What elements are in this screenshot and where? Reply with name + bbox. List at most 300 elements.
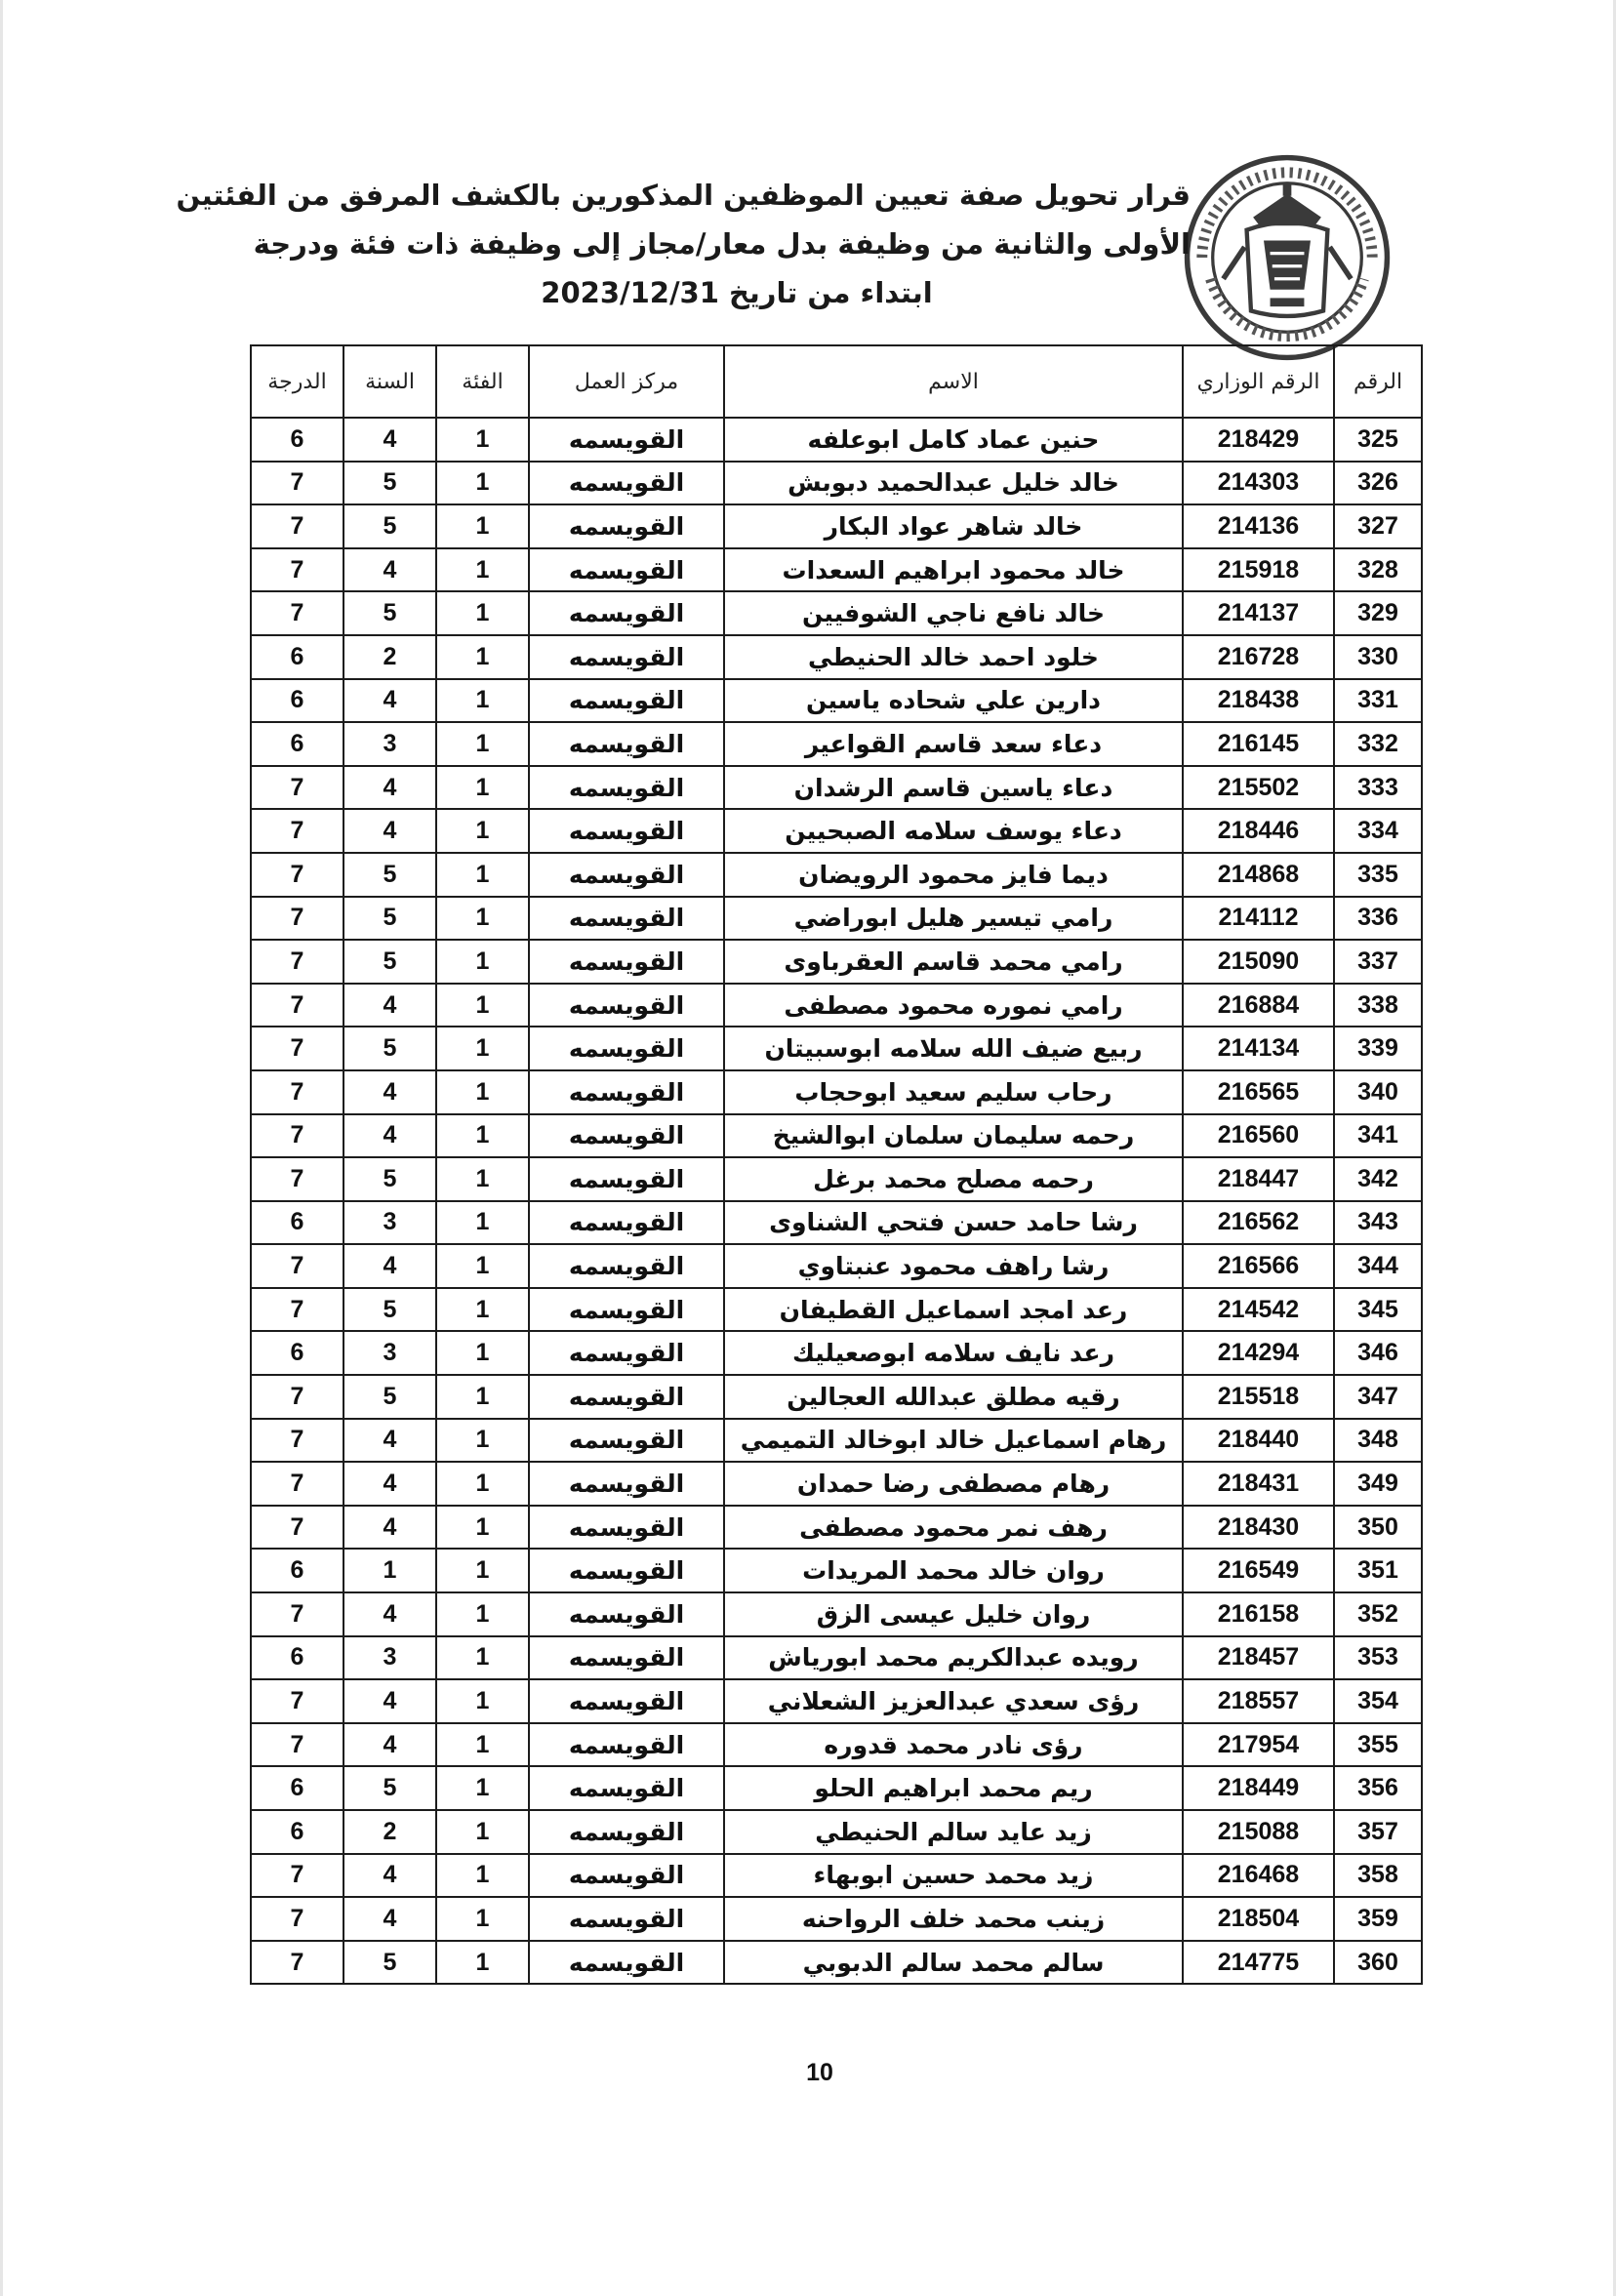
row-number-cell: 325	[1334, 418, 1422, 462]
employee-name-cell: سالم محمد سالم الدبوبي	[724, 1941, 1183, 1985]
year-cell: 5	[343, 1375, 436, 1419]
grade-cell: 6	[251, 722, 343, 766]
table-row	[251, 809, 1422, 853]
ministry-id-cell: 216549	[1183, 1549, 1334, 1592]
year-cell: 5	[343, 1941, 436, 1985]
employee-name-cell: ريم محمد ابراهيم الحلو	[724, 1766, 1183, 1810]
scan-edge-left	[0, 0, 3, 2296]
table-row	[251, 1375, 1422, 1419]
ministry-id-cell: 214134	[1183, 1027, 1334, 1070]
category-cell: 1	[436, 897, 529, 941]
year-cell: 5	[343, 940, 436, 984]
row-number-cell: 337	[1334, 940, 1422, 984]
grade-cell: 7	[251, 1941, 343, 1985]
ministry-id-cell: 218557	[1183, 1679, 1334, 1723]
work-center-cell: القويسمه	[529, 940, 724, 984]
category-cell: 1	[436, 809, 529, 853]
row-number-cell: 359	[1334, 1897, 1422, 1941]
ministry-id-cell: 215090	[1183, 940, 1334, 984]
category-cell: 1	[436, 1941, 529, 1985]
year-cell: 2	[343, 635, 436, 679]
year-cell: 5	[343, 1288, 436, 1332]
work-center-cell: القويسمه	[529, 1679, 724, 1723]
column-header-year: السنة	[343, 345, 436, 418]
table-header-row	[251, 345, 1422, 418]
year-cell: 4	[343, 1506, 436, 1550]
employee-name-cell: رحمه سليمان سلمان ابوالشيخ	[724, 1114, 1183, 1158]
year-cell: 5	[343, 897, 436, 941]
category-cell: 1	[436, 548, 529, 592]
category-cell: 1	[436, 766, 529, 810]
ministry-id-cell: 214542	[1183, 1288, 1334, 1332]
grade-cell: 6	[251, 1549, 343, 1592]
page-number: 10	[806, 2059, 833, 2086]
employee-name-cell: خالد خليل عبدالحميد دبوبش	[724, 462, 1183, 505]
employee-name-cell: رقيه مطلق عبدالله العجالين	[724, 1375, 1183, 1419]
ministry-id-cell: 218449	[1183, 1766, 1334, 1810]
grade-cell: 7	[251, 1897, 343, 1941]
row-number-cell: 347	[1334, 1375, 1422, 1419]
row-number-cell: 348	[1334, 1419, 1422, 1463]
table-row	[251, 1810, 1422, 1854]
category-cell: 1	[436, 1419, 529, 1463]
ministry-id-cell: 215918	[1183, 548, 1334, 592]
ministry-id-cell: 218457	[1183, 1636, 1334, 1680]
row-number-cell: 346	[1334, 1331, 1422, 1375]
column-header-category: الفئة	[436, 345, 529, 418]
table-row	[251, 1897, 1422, 1941]
year-cell: 3	[343, 722, 436, 766]
year-cell: 2	[343, 1810, 436, 1854]
grade-cell: 7	[251, 897, 343, 941]
ministry-id-cell: 218504	[1183, 1897, 1334, 1941]
employee-table	[250, 344, 1423, 1985]
row-number-cell: 342	[1334, 1157, 1422, 1201]
work-center-cell: القويسمه	[529, 1810, 724, 1854]
ministry-id-cell: 217954	[1183, 1723, 1334, 1767]
table-row	[251, 1288, 1422, 1332]
category-cell: 1	[436, 940, 529, 984]
row-number-cell: 339	[1334, 1027, 1422, 1070]
work-center-cell: القويسمه	[529, 1897, 724, 1941]
work-center-cell: القويسمه	[529, 1027, 724, 1070]
table-row	[251, 504, 1422, 548]
row-number-cell: 352	[1334, 1592, 1422, 1636]
grade-cell: 7	[251, 940, 343, 984]
year-cell: 5	[343, 462, 436, 505]
grade-cell: 6	[251, 1766, 343, 1810]
table-row	[251, 1506, 1422, 1550]
work-center-cell: القويسمه	[529, 1723, 724, 1767]
column-header-grade: الدرجة	[251, 345, 343, 418]
work-center-cell: القويسمه	[529, 853, 724, 897]
work-center-cell: القويسمه	[529, 462, 724, 505]
employee-name-cell: دعاء سعد قاسم القواعير	[724, 722, 1183, 766]
work-center-cell: القويسمه	[529, 1592, 724, 1636]
category-cell: 1	[436, 1810, 529, 1854]
title-line-2: الأولى والثانية من وظيفة بدل معار/مجاز إلى وظيفة ذات فئة ودرجة	[253, 227, 1191, 261]
employee-name-cell: روان خليل عيسى الزق	[724, 1592, 1183, 1636]
ministry-id-cell: 214868	[1183, 853, 1334, 897]
table-row	[251, 1941, 1422, 1985]
year-cell: 4	[343, 1854, 436, 1898]
ministry-id-cell: 218431	[1183, 1462, 1334, 1506]
year-cell: 4	[343, 1419, 436, 1463]
grade-cell: 7	[251, 1114, 343, 1158]
work-center-cell: القويسمه	[529, 1506, 724, 1550]
year-cell: 5	[343, 853, 436, 897]
table-row	[251, 722, 1422, 766]
row-number-cell: 327	[1334, 504, 1422, 548]
employee-name-cell: دعاء ياسين قاسم الرشدان	[724, 766, 1183, 810]
grade-cell: 7	[251, 1723, 343, 1767]
work-center-cell: القويسمه	[529, 1636, 724, 1680]
work-center-cell: القويسمه	[529, 418, 724, 462]
title-line-3: ابتداء من تاريخ 2023/12/31	[541, 276, 933, 309]
employee-name-cell: خلود احمد خالد الحنيطي	[724, 635, 1183, 679]
ministry-id-cell: 218438	[1183, 679, 1334, 723]
employee-name-cell: رهف نمر محمود مصطفى	[724, 1506, 1183, 1550]
table-row	[251, 1592, 1422, 1636]
grade-cell: 6	[251, 635, 343, 679]
employee-name-cell: زينب محمد خلف الرواحنه	[724, 1897, 1183, 1941]
category-cell: 1	[436, 679, 529, 723]
work-center-cell: القويسمه	[529, 1157, 724, 1201]
ministry-id-cell: 216145	[1183, 722, 1334, 766]
employee-name-cell: رشا حامد حسن فتحي الشناوى	[724, 1201, 1183, 1245]
ministry-id-cell: 214775	[1183, 1941, 1334, 1985]
ministry-emblem-seal-icon	[1181, 151, 1394, 364]
table-row	[251, 1027, 1422, 1070]
category-cell: 1	[436, 1244, 529, 1288]
work-center-cell: القويسمه	[529, 1766, 724, 1810]
row-number-cell: 330	[1334, 635, 1422, 679]
category-cell: 1	[436, 1375, 529, 1419]
row-number-cell: 343	[1334, 1201, 1422, 1245]
work-center-cell: القويسمه	[529, 1462, 724, 1506]
row-number-cell: 335	[1334, 853, 1422, 897]
table-row	[251, 1549, 1422, 1592]
employee-name-cell: رهام اسماعيل خالد ابوخالد التميمي	[724, 1419, 1183, 1463]
year-cell: 4	[343, 679, 436, 723]
work-center-cell: القويسمه	[529, 1201, 724, 1245]
row-number-cell: 329	[1334, 591, 1422, 635]
grade-cell: 7	[251, 548, 343, 592]
year-cell: 4	[343, 1723, 436, 1767]
grade-cell: 7	[251, 1375, 343, 1419]
row-number-cell: 338	[1334, 984, 1422, 1027]
grade-cell: 7	[251, 853, 343, 897]
category-cell: 1	[436, 1679, 529, 1723]
category-cell: 1	[436, 1592, 529, 1636]
employee-name-cell: دارين علي شحاده ياسين	[724, 679, 1183, 723]
row-number-cell: 345	[1334, 1288, 1422, 1332]
ministry-id-cell: 215502	[1183, 766, 1334, 810]
grade-cell: 6	[251, 679, 343, 723]
table-row	[251, 1419, 1422, 1463]
row-number-cell: 360	[1334, 1941, 1422, 1985]
work-center-cell: القويسمه	[529, 1288, 724, 1332]
grade-cell: 6	[251, 1810, 343, 1854]
ministry-id-cell: 215088	[1183, 1810, 1334, 1854]
year-cell: 5	[343, 1766, 436, 1810]
employee-name-cell: خالد نافع ناجي الشوفيين	[724, 591, 1183, 635]
year-cell: 4	[343, 1114, 436, 1158]
year-cell: 3	[343, 1331, 436, 1375]
work-center-cell: القويسمه	[529, 504, 724, 548]
year-cell: 1	[343, 1549, 436, 1592]
category-cell: 1	[436, 1027, 529, 1070]
year-cell: 4	[343, 809, 436, 853]
ministry-id-cell: 215518	[1183, 1375, 1334, 1419]
row-number-cell: 326	[1334, 462, 1422, 505]
ministry-id-cell: 218447	[1183, 1157, 1334, 1201]
employee-name-cell: خالد محمود ابراهيم السعدات	[724, 548, 1183, 592]
year-cell: 4	[343, 766, 436, 810]
row-number-cell: 340	[1334, 1070, 1422, 1114]
ministry-id-cell: 218430	[1183, 1506, 1334, 1550]
table-row	[251, 679, 1422, 723]
work-center-cell: القويسمه	[529, 679, 724, 723]
employee-name-cell: رامي محمد قاسم العقرباوى	[724, 940, 1183, 984]
table-row	[251, 591, 1422, 635]
table-row	[251, 1854, 1422, 1898]
category-cell: 1	[436, 1331, 529, 1375]
row-number-cell: 358	[1334, 1854, 1422, 1898]
grade-cell: 7	[251, 1244, 343, 1288]
grade-cell: 7	[251, 1506, 343, 1550]
work-center-cell: القويسمه	[529, 1114, 724, 1158]
row-number-cell: 332	[1334, 722, 1422, 766]
row-number-cell: 341	[1334, 1114, 1422, 1158]
category-cell: 1	[436, 1288, 529, 1332]
grade-cell: 7	[251, 984, 343, 1027]
work-center-cell: القويسمه	[529, 1419, 724, 1463]
category-cell: 1	[436, 1723, 529, 1767]
ministry-id-cell: 218440	[1183, 1419, 1334, 1463]
grade-cell: 7	[251, 1462, 343, 1506]
table-row	[251, 1070, 1422, 1114]
row-number-cell: 336	[1334, 897, 1422, 941]
grade-cell: 7	[251, 1592, 343, 1636]
grade-cell: 7	[251, 1288, 343, 1332]
work-center-cell: القويسمه	[529, 635, 724, 679]
work-center-cell: القويسمه	[529, 1244, 724, 1288]
ministry-id-cell: 216158	[1183, 1592, 1334, 1636]
table-row	[251, 853, 1422, 897]
row-number-cell: 344	[1334, 1244, 1422, 1288]
row-number-cell: 333	[1334, 766, 1422, 810]
row-number-cell: 349	[1334, 1462, 1422, 1506]
ministry-id-cell: 216562	[1183, 1201, 1334, 1245]
table-row	[251, 1201, 1422, 1245]
grade-cell: 7	[251, 504, 343, 548]
work-center-cell: القويسمه	[529, 897, 724, 941]
category-cell: 1	[436, 635, 529, 679]
ministry-id-cell: 214112	[1183, 897, 1334, 941]
year-cell: 4	[343, 1897, 436, 1941]
row-number-cell: 356	[1334, 1766, 1422, 1810]
row-number-cell: 355	[1334, 1723, 1422, 1767]
ministry-id-cell: 216565	[1183, 1070, 1334, 1114]
employee-name-cell: زيد عايد سالم الحنيطي	[724, 1810, 1183, 1854]
work-center-cell: القويسمه	[529, 548, 724, 592]
employee-name-cell: دعاء يوسف سلامه الصبحيين	[724, 809, 1183, 853]
category-cell: 1	[436, 1506, 529, 1550]
employee-name-cell: حنين عماد كامل ابوعلفه	[724, 418, 1183, 462]
employee-name-cell: رشا راهف محمود عنبتاوي	[724, 1244, 1183, 1288]
category-cell: 1	[436, 1157, 529, 1201]
category-cell: 1	[436, 1462, 529, 1506]
row-number-cell: 351	[1334, 1549, 1422, 1592]
employee-name-cell: ديما فايز محمود الرويضان	[724, 853, 1183, 897]
table-row	[251, 462, 1422, 505]
table-row	[251, 897, 1422, 941]
work-center-cell: القويسمه	[529, 1375, 724, 1419]
table-row	[251, 940, 1422, 984]
table-row	[251, 1723, 1422, 1767]
employee-name-cell: رامي تيسير هليل ابوراضي	[724, 897, 1183, 941]
work-center-cell: القويسمه	[529, 1941, 724, 1985]
ministry-id-cell: 214136	[1183, 504, 1334, 548]
row-number-cell: 350	[1334, 1506, 1422, 1550]
employee-name-cell: رحاب سليم سعيد ابوحجاب	[724, 1070, 1183, 1114]
row-number-cell: 354	[1334, 1679, 1422, 1723]
title-line-1: قرار تحويل صفة تعيين الموظفين المذكورين بالكشف المرفق من الفئتين	[176, 179, 1191, 212]
grade-cell: 7	[251, 591, 343, 635]
year-cell: 4	[343, 1679, 436, 1723]
grade-cell: 7	[251, 1157, 343, 1201]
employee-name-cell: رويده عبدالكريم محمد ابورياش	[724, 1636, 1183, 1680]
category-cell: 1	[436, 504, 529, 548]
ministry-id-cell: 216560	[1183, 1114, 1334, 1158]
year-cell: 4	[343, 1070, 436, 1114]
year-cell: 4	[343, 418, 436, 462]
year-cell: 5	[343, 591, 436, 635]
table-row	[251, 1244, 1422, 1288]
ministry-id-cell: 216468	[1183, 1854, 1334, 1898]
employee-name-cell: رهام مصطفى رضا حمدان	[724, 1462, 1183, 1506]
employee-name-cell: رؤى نادر محمد قدوره	[724, 1723, 1183, 1767]
category-cell: 1	[436, 1636, 529, 1680]
ministry-id-cell: 214294	[1183, 1331, 1334, 1375]
category-cell: 1	[436, 1897, 529, 1941]
year-cell: 3	[343, 1201, 436, 1245]
ministry-id-cell: 216884	[1183, 984, 1334, 1027]
table-row	[251, 1766, 1422, 1810]
grade-cell: 7	[251, 1027, 343, 1070]
category-cell: 1	[436, 1854, 529, 1898]
grade-cell: 7	[251, 462, 343, 505]
grade-cell: 7	[251, 766, 343, 810]
grade-cell: 6	[251, 1201, 343, 1245]
grade-cell: 7	[251, 1679, 343, 1723]
employee-name-cell: رامي نموره محمود مصطفى	[724, 984, 1183, 1027]
grade-cell: 7	[251, 1070, 343, 1114]
category-cell: 1	[436, 462, 529, 505]
column-header-name: الاسم	[724, 345, 1183, 418]
grade-cell: 7	[251, 809, 343, 853]
year-cell: 5	[343, 1157, 436, 1201]
work-center-cell: القويسمه	[529, 1854, 724, 1898]
year-cell: 5	[343, 504, 436, 548]
document-title	[176, 171, 1191, 317]
table-row	[251, 418, 1422, 462]
year-cell: 4	[343, 1462, 436, 1506]
year-cell: 5	[343, 1027, 436, 1070]
work-center-cell: القويسمه	[529, 1070, 724, 1114]
ministry-id-cell: 218446	[1183, 809, 1334, 853]
grade-cell: 6	[251, 1636, 343, 1680]
row-number-cell: 334	[1334, 809, 1422, 853]
table-row	[251, 1636, 1422, 1680]
row-number-cell: 353	[1334, 1636, 1422, 1680]
employee-name-cell: رعد نايف سلامه ابوصعيليك	[724, 1331, 1183, 1375]
ministry-id-cell: 214137	[1183, 591, 1334, 635]
table-row	[251, 1157, 1422, 1201]
ministry-id-cell: 216566	[1183, 1244, 1334, 1288]
work-center-cell: القويسمه	[529, 722, 724, 766]
employee-name-cell: روان خالد محمد المريدات	[724, 1549, 1183, 1592]
grade-cell: 6	[251, 1331, 343, 1375]
table-row	[251, 635, 1422, 679]
ministry-id-cell: 218429	[1183, 418, 1334, 462]
table-row	[251, 1331, 1422, 1375]
employee-name-cell: رعد امجد اسماعيل القطيفان	[724, 1288, 1183, 1332]
employee-name-cell: ربيع ضيف الله سلامه ابوسبيتان	[724, 1027, 1183, 1070]
employee-name-cell: رؤى سعدي عبدالعزيز الشعلاني	[724, 1679, 1183, 1723]
column-header-ministry-id: الرقم الوزاري	[1183, 345, 1334, 418]
employee-name-cell: رحمه مصلح محمد برغل	[724, 1157, 1183, 1201]
category-cell: 1	[436, 1766, 529, 1810]
work-center-cell: القويسمه	[529, 1331, 724, 1375]
year-cell: 4	[343, 984, 436, 1027]
table-row	[251, 1679, 1422, 1723]
ministry-id-cell: 214303	[1183, 462, 1334, 505]
row-number-cell: 331	[1334, 679, 1422, 723]
work-center-cell: القويسمه	[529, 809, 724, 853]
table-row	[251, 1462, 1422, 1506]
category-cell: 1	[436, 1549, 529, 1592]
category-cell: 1	[436, 722, 529, 766]
year-cell: 4	[343, 1244, 436, 1288]
table-row	[251, 984, 1422, 1027]
work-center-cell: القويسمه	[529, 766, 724, 810]
work-center-cell: القويسمه	[529, 984, 724, 1027]
employee-name-cell: زيد محمد حسين ابوبهاء	[724, 1854, 1183, 1898]
category-cell: 1	[436, 853, 529, 897]
category-cell: 1	[436, 1114, 529, 1158]
grade-cell: 7	[251, 1419, 343, 1463]
row-number-cell: 357	[1334, 1810, 1422, 1854]
row-number-cell: 328	[1334, 548, 1422, 592]
category-cell: 1	[436, 984, 529, 1027]
category-cell: 1	[436, 591, 529, 635]
employee-name-cell: خالد شاهر عواد البكار	[724, 504, 1183, 548]
table-row	[251, 766, 1422, 810]
category-cell: 1	[436, 1201, 529, 1245]
ministry-id-cell: 216728	[1183, 635, 1334, 679]
work-center-cell: القويسمه	[529, 591, 724, 635]
column-header-work-center: مركز العمل	[529, 345, 724, 418]
category-cell: 1	[436, 418, 529, 462]
year-cell: 4	[343, 1592, 436, 1636]
grade-cell: 7	[251, 1854, 343, 1898]
grade-cell: 6	[251, 418, 343, 462]
column-header-number: الرقم	[1334, 345, 1422, 418]
category-cell: 1	[436, 1070, 529, 1114]
table-row	[251, 1114, 1422, 1158]
